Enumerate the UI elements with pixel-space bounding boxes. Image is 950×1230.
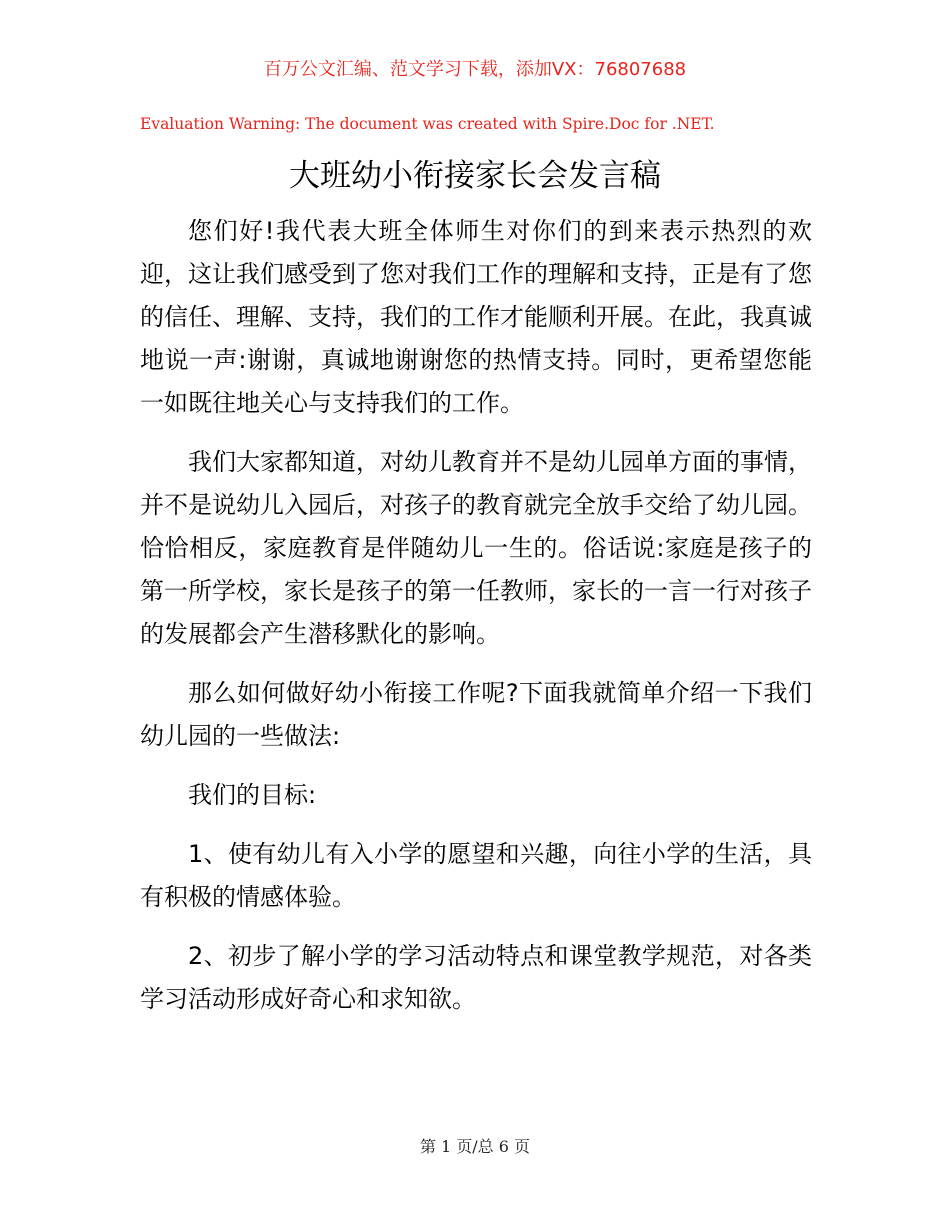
paragraph: 您们好!我代表大班全体师生对你们的到来表示热烈的欢迎，这让我们感受到了您对我们工作的理解和支持，正是有了您的信任、理解、支持，我们的工作才能顺利开展。在此，我真诚地说一声:谢谢，真诚地谢谢您的热情支持。同时，更希望您能一如既往地关心与支持我们的工作。 [140,217,812,417]
header-ad-text: 百万公文汇编、范文学习下载，添加VX：76807688 [263,59,687,80]
paragraph: 那么如何做好幼小衔接工作呢?下面我就简单介绍一下我们幼儿园的一些做法: [140,679,812,750]
document-title: 大班幼小衔接家长会发言稿 [289,158,661,194]
evaluation-warning: Evaluation Warning: The document was created with Spire.Doc for .NET. [140,115,715,133]
page-number-footer: 第 1 页/总 6 页 [419,1137,531,1156]
paragraph: 我们大家都知道，对幼儿教育并不是幼儿园单方面的事情，并不是说幼儿入园后，对孩子的教育就完全放手交给了幼儿园。恰恰相反，家庭教育是伴随幼儿一生的。俗话说:家庭是孩子的第一所学校，家长是孩子的第一任教师，家长的一言一行对孩子的发展都会产生潜移默化的影响。 [140,448,812,648]
paragraph: 2、初步了解小学的学习活动特点和课堂教学规范，对各类学习活动形成好奇心和求知欲。 [140,942,812,1013]
document-body [140,210,812,1037]
paragraph: 1、使有幼儿有入小学的愿望和兴趣，向往小学的生活，具有积极的情感体验。 [140,840,812,911]
paragraph: 我们的目标: [188,781,317,809]
